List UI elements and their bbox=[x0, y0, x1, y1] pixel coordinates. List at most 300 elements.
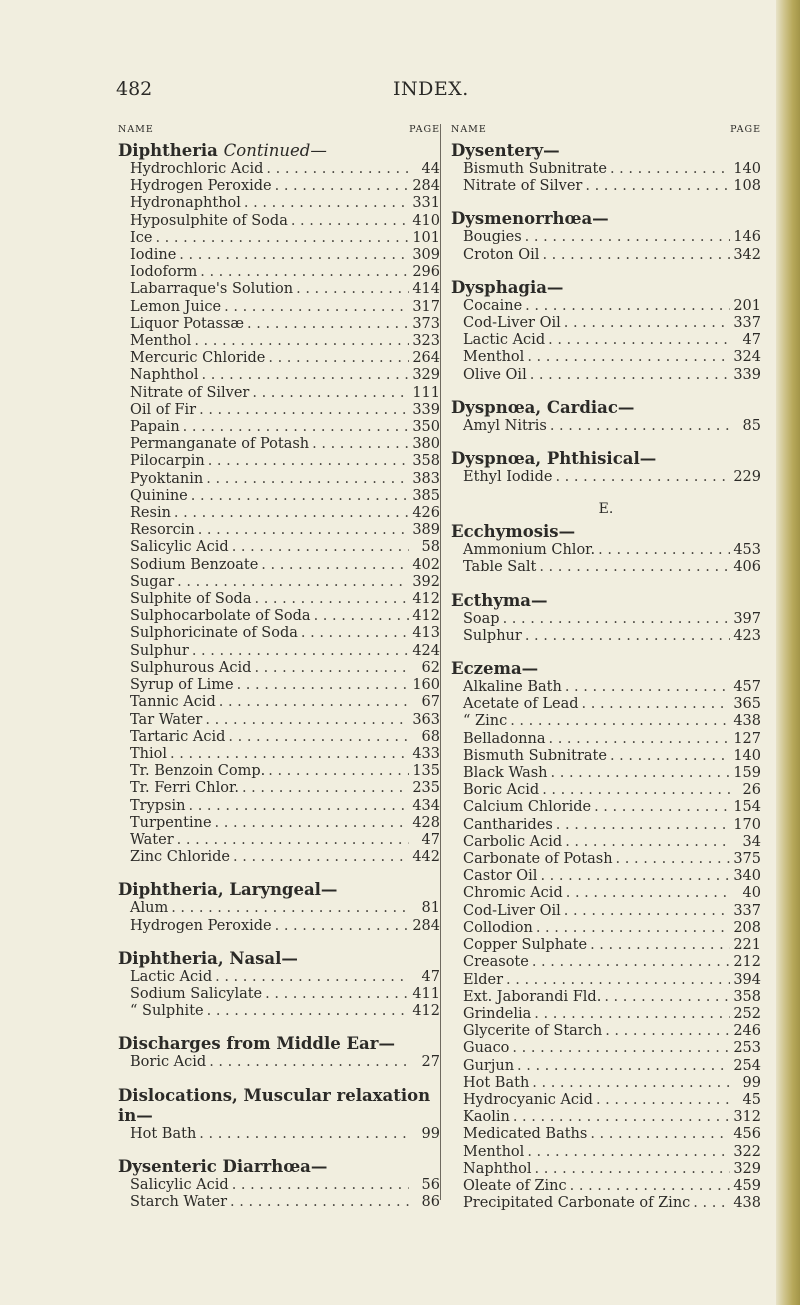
entry-name: Ethyl Iodide bbox=[463, 469, 553, 486]
entry-page: 350 bbox=[412, 419, 440, 436]
leader-dots bbox=[539, 559, 730, 576]
entry-name: Menthol bbox=[463, 349, 525, 366]
entry-name: Chromic Acid bbox=[463, 885, 563, 902]
leader-dots bbox=[566, 885, 730, 902]
entry-page: 413 bbox=[412, 625, 440, 642]
entry-name: Trypsin bbox=[130, 797, 186, 814]
index-entry bbox=[451, 1040, 761, 1057]
index-entry bbox=[118, 402, 440, 419]
index-entry bbox=[451, 611, 761, 628]
entry-page: 397 bbox=[733, 610, 761, 627]
index-entry bbox=[451, 696, 761, 713]
leader-dots bbox=[171, 900, 409, 917]
index-entry bbox=[118, 798, 440, 815]
index-entry bbox=[451, 367, 761, 384]
leader-dots bbox=[191, 488, 409, 505]
leader-dots bbox=[232, 539, 409, 556]
leader-dots bbox=[155, 230, 409, 247]
entry-page: 414 bbox=[412, 281, 440, 298]
entry-name: Lactic Acid bbox=[463, 332, 546, 349]
leader-dots bbox=[296, 281, 409, 298]
leader-dots bbox=[565, 679, 730, 696]
index-entry bbox=[118, 471, 440, 488]
leader-dots bbox=[525, 628, 730, 645]
index-entry bbox=[451, 161, 761, 178]
group-heading-text: Eczema— bbox=[451, 659, 539, 679]
group-heading-text: Diphtheria, Laryngeal— bbox=[118, 880, 338, 900]
left-column bbox=[118, 124, 440, 1225]
group-heading bbox=[118, 880, 440, 900]
leader-dots bbox=[503, 611, 730, 628]
group-heading-text: Dyspnœa, Phthisical— bbox=[451, 449, 657, 469]
entry-name: Sulphite of Soda bbox=[130, 591, 252, 608]
entry-page: 322 bbox=[733, 1143, 761, 1160]
index-entry bbox=[451, 559, 761, 576]
entry-name: Resin bbox=[130, 505, 171, 522]
group-heading bbox=[451, 209, 761, 229]
entry-page: 221 bbox=[733, 937, 761, 954]
right-column bbox=[451, 124, 761, 1226]
leader-dots bbox=[177, 574, 409, 591]
leader-dots bbox=[540, 868, 730, 885]
leader-dots bbox=[605, 1023, 730, 1040]
entry-name: Salicylic Acid bbox=[130, 539, 229, 556]
entry-page: 99 bbox=[742, 1074, 761, 1091]
leader-dots bbox=[209, 1054, 409, 1071]
entry-name: Hyposulphite of Soda bbox=[130, 212, 288, 229]
group-heading bbox=[451, 449, 761, 469]
entry-page: 159 bbox=[733, 765, 761, 782]
entry-page: 160 bbox=[412, 677, 440, 694]
index-entry bbox=[451, 628, 761, 645]
index-entry bbox=[451, 247, 761, 264]
entry-name: Boric Acid bbox=[130, 1054, 207, 1071]
index-entry bbox=[451, 834, 761, 851]
entry-name: Sodium Benzoate bbox=[130, 556, 259, 573]
group-heading bbox=[451, 591, 761, 611]
leader-dots bbox=[590, 1126, 730, 1143]
index-entry bbox=[118, 367, 440, 384]
entry-page: 453 bbox=[733, 542, 761, 559]
group-heading-note: Continued— bbox=[223, 141, 327, 160]
index-entry bbox=[118, 299, 440, 316]
entry-page: 312 bbox=[733, 1109, 761, 1126]
entry-page: 85 bbox=[742, 417, 761, 434]
entry-name: Salicylic Acid bbox=[130, 1176, 229, 1193]
leader-dots bbox=[266, 161, 409, 178]
entry-name: Copper Sulphate bbox=[463, 937, 588, 954]
entry-name: Sulphoricinate of Soda bbox=[130, 625, 298, 642]
index-entry bbox=[118, 247, 440, 264]
entry-page: 459 bbox=[733, 1177, 761, 1194]
leader-dots bbox=[506, 972, 730, 989]
index-entry bbox=[118, 763, 440, 780]
entry-name: Resorcin bbox=[130, 522, 195, 539]
leader-dots bbox=[564, 315, 730, 332]
entry-name: Nitrate of Silver bbox=[463, 178, 583, 195]
section-letter: E. bbox=[598, 501, 614, 518]
index-entry bbox=[451, 315, 761, 332]
leader-dots bbox=[510, 713, 730, 730]
entry-name: Tartaric Acid bbox=[130, 728, 226, 745]
index-entry bbox=[118, 161, 440, 178]
leader-dots bbox=[233, 849, 409, 866]
index-entry bbox=[118, 213, 440, 230]
leader-dots bbox=[564, 903, 730, 920]
index-group bbox=[451, 659, 761, 1212]
page-header: PAGE bbox=[730, 124, 761, 135]
leader-dots bbox=[189, 798, 410, 815]
index-entry bbox=[451, 782, 761, 799]
entry-page: 86 bbox=[421, 1193, 440, 1210]
entry-page: 457 bbox=[733, 679, 761, 696]
index-entry bbox=[118, 1194, 440, 1211]
entry-name: Ice bbox=[130, 229, 153, 246]
entry-name: Hot Bath bbox=[130, 1125, 197, 1142]
entry-name: Belladonna bbox=[463, 730, 546, 747]
entry-name: Zinc Chloride bbox=[130, 849, 231, 866]
entry-name: Collodion bbox=[463, 919, 533, 936]
leader-dots bbox=[551, 765, 730, 782]
leader-dots bbox=[219, 694, 409, 711]
index-entry bbox=[451, 903, 761, 920]
index-entry bbox=[451, 332, 761, 349]
index-entry bbox=[451, 799, 761, 816]
group-heading bbox=[451, 398, 761, 418]
entry-page: 44 bbox=[421, 161, 440, 177]
column-header bbox=[451, 124, 761, 136]
entry-name: Guaco bbox=[463, 1040, 510, 1057]
entry-name: Boric Acid bbox=[463, 782, 540, 799]
entry-page: 58 bbox=[421, 539, 440, 556]
leader-dots bbox=[517, 1058, 730, 1075]
index-entry bbox=[118, 1003, 440, 1020]
leader-dots bbox=[215, 815, 409, 832]
entry-page: 235 bbox=[412, 780, 440, 797]
group-heading bbox=[451, 659, 761, 679]
index-entry bbox=[451, 765, 761, 782]
index-entry bbox=[118, 918, 440, 935]
entry-page: 383 bbox=[412, 470, 440, 487]
index-entry bbox=[451, 713, 761, 730]
index-entry bbox=[451, 1126, 761, 1143]
entry-name: Hydrochloric Acid bbox=[130, 161, 264, 177]
entry-name: Olive Oil bbox=[463, 366, 527, 383]
index-entry bbox=[118, 694, 440, 711]
index-entry bbox=[118, 1177, 440, 1194]
leader-dots bbox=[179, 247, 409, 264]
index-entry bbox=[451, 679, 761, 696]
group-heading bbox=[451, 522, 761, 542]
index-entry bbox=[451, 229, 761, 246]
entry-page: 402 bbox=[412, 556, 440, 573]
index-entry bbox=[118, 281, 440, 298]
leader-dots bbox=[200, 264, 409, 281]
entry-name: Pilocarpin bbox=[130, 453, 205, 470]
entry-name: Menthol bbox=[463, 1143, 525, 1160]
entry-name: Oleate of Zinc bbox=[463, 1177, 567, 1194]
leader-dots bbox=[530, 367, 730, 384]
leader-dots bbox=[548, 332, 730, 349]
leader-dots bbox=[244, 195, 409, 212]
entry-page: 111 bbox=[412, 384, 440, 401]
name-header: NAME bbox=[451, 124, 487, 135]
index-entry bbox=[118, 900, 440, 917]
entry-page: 358 bbox=[733, 988, 761, 1005]
entry-name: Ammonium Chlor. bbox=[463, 542, 596, 559]
entry-name: Naphthol bbox=[130, 367, 199, 384]
entry-name: Grindelia bbox=[463, 1005, 532, 1022]
entry-name: Tar Water bbox=[130, 711, 203, 728]
entry-name: Kaolin bbox=[463, 1109, 510, 1126]
leader-dots bbox=[527, 1144, 730, 1161]
index-group bbox=[451, 591, 761, 645]
entry-page: 296 bbox=[412, 264, 440, 281]
entry-page: 323 bbox=[412, 333, 440, 350]
entry-name: Bismuth Subnitrate bbox=[463, 161, 607, 177]
index-entry bbox=[118, 729, 440, 746]
index-entry bbox=[118, 746, 440, 763]
index-entry bbox=[451, 1023, 761, 1040]
entry-page: 253 bbox=[733, 1040, 761, 1057]
index-entry bbox=[451, 1195, 761, 1212]
leader-dots bbox=[174, 505, 409, 522]
index-entry bbox=[451, 989, 761, 1006]
entry-page: 423 bbox=[733, 627, 761, 644]
index-entry bbox=[451, 937, 761, 954]
index-group bbox=[118, 949, 440, 1021]
index-entry bbox=[451, 349, 761, 366]
entry-name: Cantharides bbox=[463, 816, 553, 833]
entry-page: 358 bbox=[412, 453, 440, 470]
entry-page: 375 bbox=[733, 851, 761, 868]
entry-name: Syrup of Lime bbox=[130, 677, 234, 694]
group-heading bbox=[118, 1034, 440, 1054]
group-heading-text: Diphtheria, Nasal— bbox=[118, 948, 298, 968]
page-header: PAGE bbox=[409, 124, 440, 135]
leader-dots bbox=[314, 608, 409, 625]
entry-page: 47 bbox=[421, 968, 440, 985]
entry-page: 252 bbox=[733, 1005, 761, 1022]
leader-dots bbox=[199, 402, 409, 419]
leader-dots bbox=[198, 522, 409, 539]
index-entry bbox=[118, 350, 440, 367]
leader-dots bbox=[590, 937, 730, 954]
index-group bbox=[118, 1157, 440, 1211]
leader-dots bbox=[565, 834, 730, 851]
entry-name: Hydronaphthol bbox=[130, 195, 241, 212]
running-head: INDEX. bbox=[393, 78, 469, 100]
entry-page: 62 bbox=[421, 659, 440, 676]
index-group bbox=[451, 141, 761, 195]
entry-page: 339 bbox=[733, 366, 761, 383]
leader-dots bbox=[254, 660, 409, 677]
leader-dots bbox=[230, 1194, 409, 1211]
index-entry bbox=[451, 920, 761, 937]
index-entry bbox=[118, 453, 440, 470]
leader-dots bbox=[170, 746, 409, 763]
entry-page: 434 bbox=[412, 797, 440, 814]
group-heading bbox=[118, 1086, 440, 1126]
leader-dots bbox=[525, 229, 730, 246]
entry-name: Lactic Acid bbox=[130, 968, 213, 985]
entry-name: Starch Water bbox=[130, 1193, 228, 1210]
leader-dots bbox=[192, 643, 409, 660]
entry-page: 140 bbox=[733, 747, 761, 764]
group-heading bbox=[118, 949, 440, 969]
group-heading-text: Diphtheria bbox=[118, 141, 218, 160]
index-entry bbox=[118, 780, 440, 797]
entry-name: Croton Oil bbox=[463, 246, 540, 263]
entry-name: Carbolic Acid bbox=[463, 833, 563, 850]
leader-dots bbox=[199, 1126, 409, 1143]
index-entry bbox=[118, 1054, 440, 1071]
index-entry bbox=[118, 488, 440, 505]
group-heading-text: Dysenteric Diarrhœa— bbox=[118, 1156, 328, 1176]
entry-page: 229 bbox=[733, 469, 761, 486]
entry-name: Hydrocyanic Acid bbox=[463, 1091, 593, 1108]
entry-name: Sulphur bbox=[463, 627, 522, 644]
index-entry bbox=[451, 1006, 761, 1023]
entry-page: 170 bbox=[733, 816, 761, 833]
leader-dots bbox=[207, 1003, 409, 1020]
index-entry bbox=[451, 418, 761, 435]
index-group bbox=[451, 522, 761, 576]
entry-name: Creasote bbox=[463, 954, 529, 971]
entry-name: Naphthol bbox=[463, 1160, 532, 1177]
entry-page: 389 bbox=[412, 522, 440, 539]
entry-page: 309 bbox=[412, 247, 440, 264]
index-entry bbox=[451, 1178, 761, 1195]
index-group bbox=[451, 209, 761, 263]
entry-name: “ Sulphite bbox=[130, 1003, 204, 1020]
entry-name: Tr. Ferri Chlor. bbox=[130, 780, 239, 797]
entry-page: 246 bbox=[733, 1023, 761, 1040]
index-entry bbox=[118, 539, 440, 556]
entry-name: Tr. Benzoin Comp. bbox=[130, 763, 266, 780]
index-entry bbox=[451, 885, 761, 902]
entry-name: Black Wash bbox=[463, 765, 548, 782]
leader-dots bbox=[208, 453, 409, 470]
index-entry bbox=[118, 591, 440, 608]
leader-dots bbox=[556, 817, 730, 834]
entry-name: Glycerite of Starch bbox=[463, 1023, 603, 1040]
index-entry bbox=[451, 851, 761, 868]
page-edge bbox=[776, 0, 800, 1305]
entry-page: 410 bbox=[412, 212, 440, 229]
group-heading-text: Ecchymosis— bbox=[451, 522, 576, 542]
entry-page: 81 bbox=[421, 900, 440, 917]
leader-dots bbox=[237, 677, 409, 694]
entry-name: Iodine bbox=[130, 247, 177, 264]
column-header bbox=[118, 124, 440, 136]
index-entry bbox=[118, 505, 440, 522]
leader-dots bbox=[183, 419, 409, 436]
index-group bbox=[451, 278, 761, 384]
entry-name: Hot Bath bbox=[463, 1074, 530, 1091]
index-entry bbox=[451, 1092, 761, 1109]
leader-dots bbox=[582, 696, 730, 713]
entry-name: Ext. Jaborandi Fld. bbox=[463, 988, 602, 1005]
leader-dots bbox=[261, 557, 409, 574]
entry-page: 433 bbox=[412, 745, 440, 762]
entry-name: Bougies bbox=[463, 229, 522, 246]
entry-page: 456 bbox=[733, 1126, 761, 1143]
leader-dots bbox=[177, 832, 409, 849]
entry-page: 47 bbox=[421, 831, 440, 848]
entry-page: 442 bbox=[412, 849, 440, 866]
entry-name: Liquor Potassæ bbox=[130, 315, 245, 332]
group-heading-text: Dyspnœa, Cardiac— bbox=[451, 397, 635, 417]
entry-page: 45 bbox=[742, 1091, 761, 1108]
entry-name: Mercuric Chloride bbox=[130, 350, 266, 367]
entry-name: Pyoktanin bbox=[130, 470, 204, 487]
index-group bbox=[118, 880, 440, 934]
entry-name: Cocaine bbox=[463, 297, 523, 314]
index-entry bbox=[118, 230, 440, 247]
index-entry bbox=[118, 832, 440, 849]
entry-page: 56 bbox=[421, 1176, 440, 1193]
entry-page: 340 bbox=[733, 868, 761, 885]
entry-page: 363 bbox=[412, 711, 440, 728]
entry-name: Sulphurous Acid bbox=[130, 659, 252, 676]
entry-name: Quinine bbox=[130, 487, 188, 504]
leader-dots bbox=[585, 178, 730, 195]
entry-page: 254 bbox=[733, 1057, 761, 1074]
entry-page: 67 bbox=[421, 694, 440, 711]
index-entry bbox=[118, 436, 440, 453]
leader-dots bbox=[252, 385, 409, 402]
entry-page: 412 bbox=[412, 1003, 440, 1020]
leader-dots bbox=[604, 989, 730, 1006]
index-entry bbox=[451, 868, 761, 885]
leader-dots bbox=[550, 418, 730, 435]
entry-page: 127 bbox=[733, 730, 761, 747]
entry-page: 324 bbox=[733, 349, 761, 366]
entry-name: Sulphocarbolate of Soda bbox=[130, 608, 311, 625]
entry-name: Precipitated Carbonate of Zinc bbox=[463, 1195, 691, 1212]
index-entry bbox=[118, 815, 440, 832]
leader-dots bbox=[532, 1075, 730, 1092]
group-heading bbox=[118, 1157, 440, 1177]
entry-name: Acetate of Lead bbox=[463, 696, 579, 713]
entry-page: 140 bbox=[733, 161, 761, 177]
group-heading-text: Discharges from Middle Ear— bbox=[118, 1034, 395, 1054]
leader-dots bbox=[301, 625, 409, 642]
leader-dots bbox=[206, 471, 409, 488]
index-entry bbox=[118, 178, 440, 195]
leader-dots bbox=[536, 920, 730, 937]
leader-dots bbox=[534, 1006, 730, 1023]
entry-page: 135 bbox=[412, 763, 440, 780]
entry-page: 365 bbox=[733, 696, 761, 713]
leader-dots bbox=[205, 712, 409, 729]
leader-dots bbox=[594, 799, 730, 816]
entry-page: 329 bbox=[412, 367, 440, 384]
entry-page: 101 bbox=[412, 229, 440, 246]
entry-name: Cod-Liver Oil bbox=[463, 902, 561, 919]
entry-name: Lemon Juice bbox=[130, 298, 222, 315]
entry-page: 385 bbox=[412, 487, 440, 504]
index-entry bbox=[118, 557, 440, 574]
entry-name: Hydrogen Peroxide bbox=[130, 917, 272, 934]
entry-name: Permanganate of Potash bbox=[130, 436, 310, 453]
leader-dots bbox=[242, 780, 409, 797]
index-entry bbox=[118, 195, 440, 212]
group-heading-text: Dysmenorrhœa— bbox=[451, 209, 609, 229]
entry-page: 438 bbox=[733, 1195, 761, 1212]
leader-dots bbox=[598, 542, 730, 559]
